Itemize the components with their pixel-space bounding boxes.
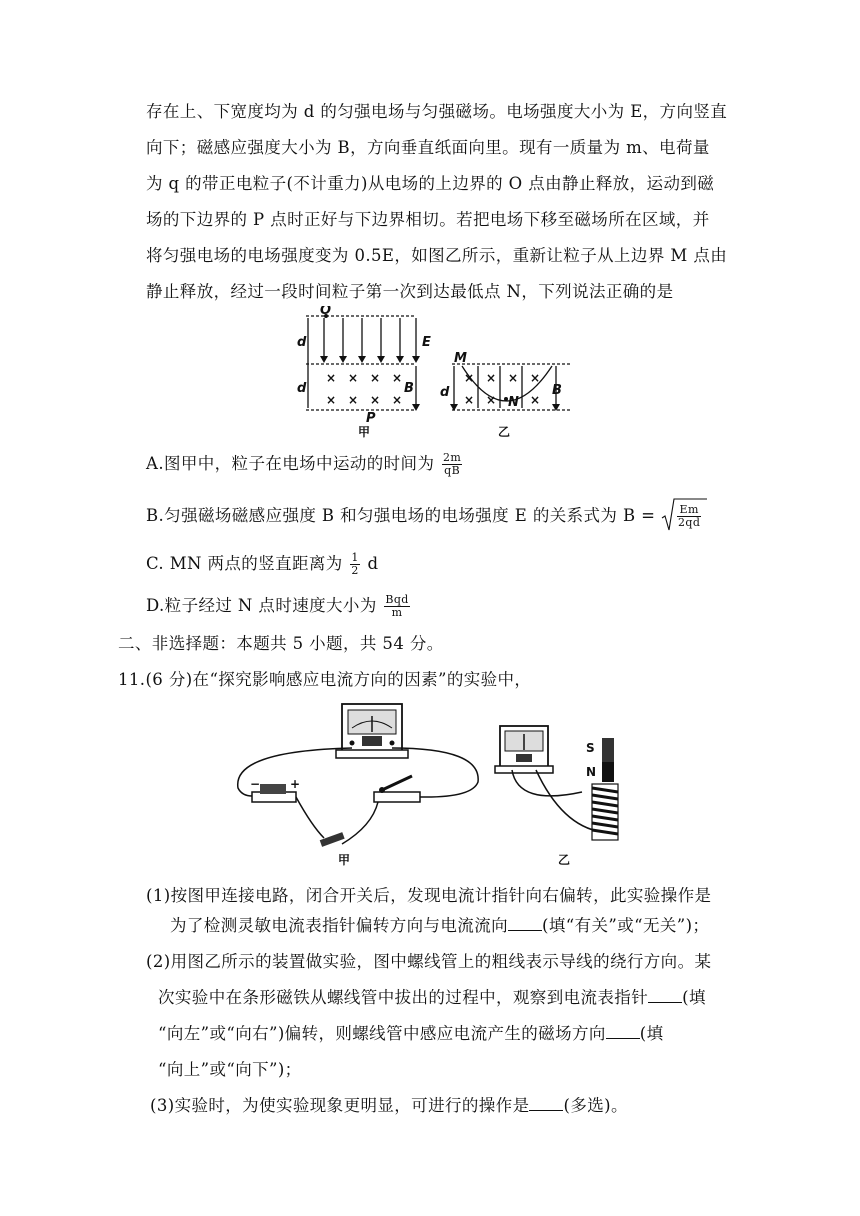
q2-text: 次实验中在条形磁铁从螺线管中拔出的过程中，观察到电流表指针 bbox=[158, 988, 649, 1007]
galvanometer-icon bbox=[495, 726, 553, 773]
magnet-icon bbox=[602, 738, 614, 782]
option-d-fraction bbox=[384, 594, 409, 619]
caption-yi: 乙 bbox=[558, 853, 571, 867]
cross-mark: × bbox=[392, 371, 403, 385]
problem11-stem: 11.(6 分)在“探究影响感应电流方向的因素”的实验中， bbox=[118, 670, 532, 689]
stem-line: 存在上、下宽度均为 d 的匀强电场与匀强磁场。电场强度大小为 E，方向竖直 bbox=[146, 102, 728, 121]
option-a bbox=[146, 452, 464, 477]
label-N: N bbox=[508, 395, 519, 410]
label-d: d bbox=[297, 335, 307, 350]
label-minus: − bbox=[250, 777, 261, 791]
switch-icon bbox=[374, 776, 420, 802]
cross-mark: × bbox=[486, 393, 497, 407]
stem-line: 将匀强电场的电场强度变为 0.5E，如图乙所示，重新让粒子从上边界 M 点由 bbox=[146, 246, 728, 265]
fraction-numerator: Bqd bbox=[385, 593, 409, 606]
cross-mark: × bbox=[326, 393, 337, 407]
stem-line: 向下；磁感应强度大小为 B，方向垂直纸面向里。现有一质量为 m、电荷量 bbox=[146, 138, 710, 157]
sqrt-expression bbox=[661, 504, 703, 529]
caption-yi: 乙 bbox=[498, 425, 511, 439]
cross-mark: × bbox=[348, 371, 359, 385]
q2-text: (填 bbox=[682, 988, 706, 1007]
q2-text: “向左”或“向右”)偏转，则螺线管中感应电流产生的磁场方向 bbox=[158, 1024, 606, 1043]
label-d: d bbox=[440, 385, 450, 400]
cross-mark: × bbox=[326, 371, 337, 385]
label-O: O bbox=[320, 306, 332, 318]
answer-blank[interactable] bbox=[529, 1094, 563, 1111]
cross-mark: × bbox=[464, 371, 475, 385]
q2-line: “向上”或“向下”)； bbox=[158, 1060, 302, 1079]
option-a-text: A.图甲中，粒子在电场中运动的时间为 bbox=[146, 454, 435, 473]
option-d bbox=[146, 594, 412, 619]
option-d-text: D.粒子经过 N 点时速度大小为 bbox=[146, 596, 377, 615]
fraction-denominator: 2qd bbox=[678, 516, 701, 529]
caption-jia: 甲 bbox=[358, 425, 371, 439]
q1-text: (填“有关”或“无关”)； bbox=[542, 916, 710, 935]
label-E: E bbox=[422, 335, 431, 350]
q3-text: (3)实验时，为使实验现象更明显，可进行的操作是 bbox=[150, 1096, 530, 1115]
cross-mark: × bbox=[370, 371, 381, 385]
q2-line: (2)用图乙所示的装置做实验，图中螺线管上的粗线表示导线的绕行方向。某 bbox=[146, 952, 712, 971]
option-c-fraction bbox=[350, 552, 359, 577]
q2-line bbox=[158, 986, 706, 1010]
cross-mark: × bbox=[370, 393, 381, 407]
stem-line: 为 q 的带正电粒子(不计重力)从电场的上边界的 O 点由静止释放，运动到磁 bbox=[146, 174, 715, 193]
stem-line: 静止释放，经过一段时间粒子第一次到达最低点 N，下列说法正确的是 bbox=[146, 282, 674, 301]
q3-text: (多选)。 bbox=[563, 1096, 628, 1115]
cross-mark: × bbox=[464, 393, 475, 407]
label-S: S bbox=[586, 741, 595, 755]
cross-mark: × bbox=[392, 393, 403, 407]
resistor-icon bbox=[320, 832, 345, 847]
cross-mark: × bbox=[348, 393, 359, 407]
fraction-denominator: 2 bbox=[351, 564, 359, 577]
section-heading: 二、非选择题：本题共 5 小题，共 54 分。 bbox=[118, 634, 444, 653]
cross-mark: × bbox=[530, 371, 541, 385]
q2-text: (填 bbox=[639, 1024, 664, 1043]
fraction-denominator: m bbox=[391, 606, 403, 619]
cross-mark: × bbox=[486, 371, 497, 385]
coil-icon bbox=[592, 784, 618, 840]
cross-mark: × bbox=[508, 371, 519, 385]
label-M: M bbox=[454, 351, 467, 366]
label-N: N bbox=[586, 765, 597, 779]
option-c-tail: d bbox=[367, 554, 379, 573]
fraction-numerator: 2m bbox=[443, 451, 462, 464]
stem-line: 场的下边界的 P 点时正好与下边界相切。若把电场下移至磁场所在区域，并 bbox=[146, 210, 710, 229]
cross-mark: × bbox=[530, 393, 541, 407]
fraction-denominator: qB bbox=[444, 464, 461, 477]
q2-line bbox=[158, 1022, 664, 1046]
label-d: d bbox=[297, 381, 307, 396]
label-plus: + bbox=[290, 777, 301, 791]
label-B: B bbox=[404, 381, 414, 396]
answer-blank[interactable] bbox=[648, 986, 682, 1003]
label-P: P bbox=[366, 411, 376, 426]
q3-line bbox=[150, 1094, 628, 1118]
fraction-numerator: 1 bbox=[351, 551, 359, 564]
option-c-text: C. MN 两点的竖直距离为 bbox=[146, 554, 343, 573]
q1-text: 为了检测灵敏电流表指针偏转方向与电流流向 bbox=[170, 916, 508, 935]
fraction-numerator: Em bbox=[677, 504, 701, 517]
q1-line: (1)按图甲连接电路，闭合开关后，发现电流计指针向右偏转，此实验操作是 bbox=[146, 886, 712, 905]
field-diagram bbox=[290, 306, 580, 442]
option-a-fraction bbox=[442, 452, 462, 477]
caption-jia: 甲 bbox=[338, 853, 351, 867]
option-b-text: B.匀强磁场磁感应强度 B 和匀强电场的电场强度 E 的关系式为 B = bbox=[146, 506, 656, 525]
q1-line bbox=[170, 914, 709, 938]
option-c bbox=[146, 552, 378, 577]
option-b bbox=[146, 504, 703, 529]
answer-blank[interactable] bbox=[606, 1022, 640, 1039]
galvanometer-icon bbox=[336, 704, 408, 758]
circuit-diagram bbox=[232, 696, 652, 868]
label-B: B bbox=[552, 383, 562, 398]
answer-blank[interactable] bbox=[508, 914, 542, 931]
